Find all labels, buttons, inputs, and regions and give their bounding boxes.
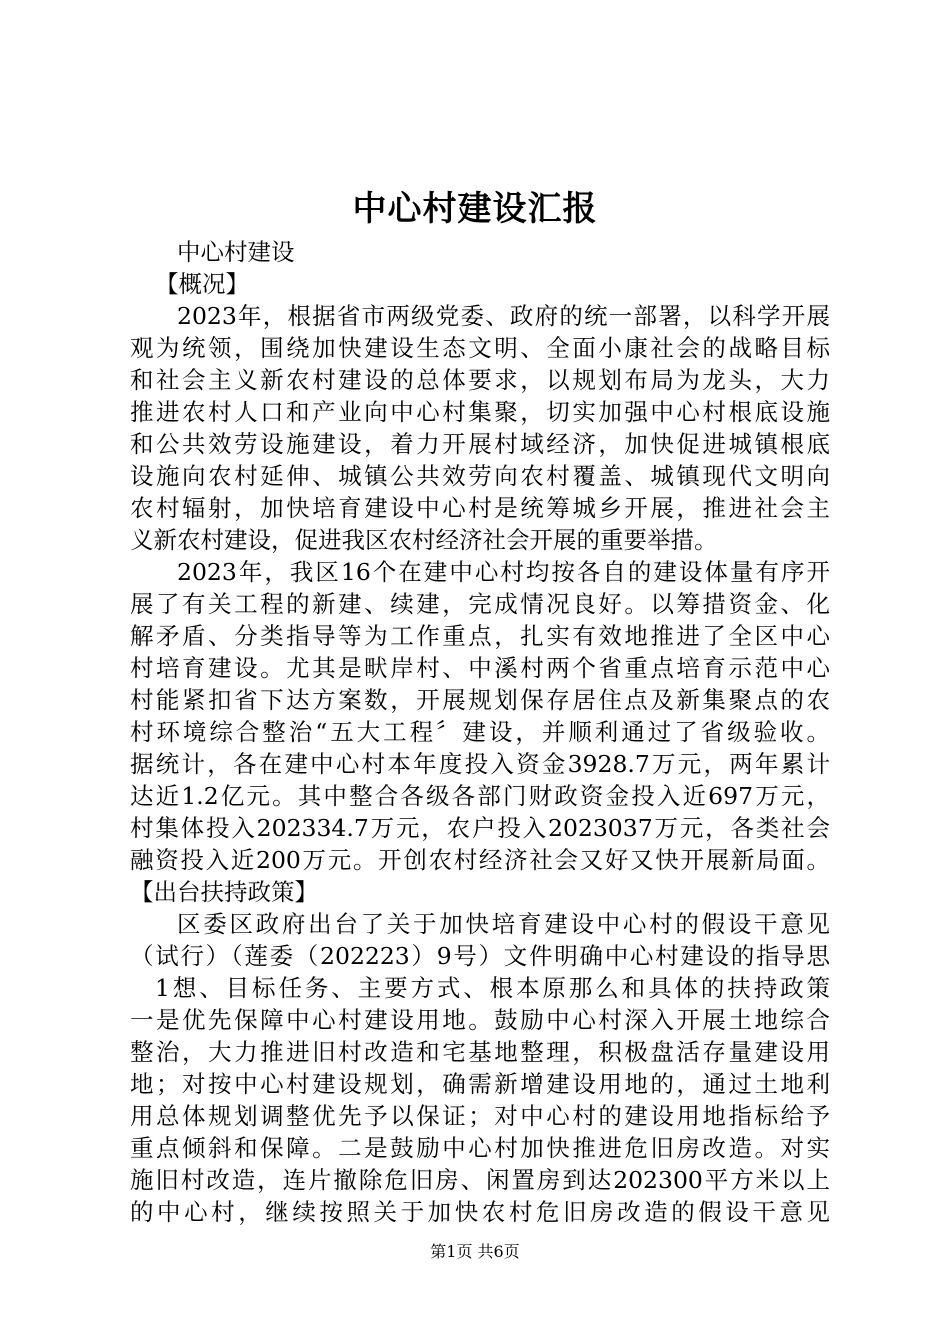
paragraph-line: 融资投入近200万元。开创农村经济社会又好又快开展新局面。 — [130, 846, 830, 874]
paragraph-line: 达近1.2亿元。其中整合各级各部门财政资金投入近697万元， — [130, 782, 830, 810]
page-number: 第1页 共6页 — [430, 1242, 520, 1261]
paragraph-line: 施旧村改造，连片撤除危旧房、闲置房到达202300平方米以上 — [130, 1166, 830, 1194]
subtitle-line: 中心村建设 — [177, 238, 295, 266]
paragraph-line: 和社会主义新农村建设的总体要求，以规划布局为龙头，大力 — [130, 366, 830, 394]
paragraph-line: 农村辐射，加快培育建设中心村是统筹城乡开展，推进社会主 — [130, 494, 830, 522]
paragraph-line: 观为统领，围绕加快建设生态文明、全面小康社会的战略目标 — [130, 334, 830, 362]
paragraph-line: 村培育建设。尤其是畎岸村、中溪村两个省重点培育示范中心 — [130, 654, 830, 682]
paragraph-line: 地；对按中心村建设规划，确需新增建设用地的，通过土地利 — [130, 1070, 830, 1098]
paragraph-line: 村环境综合整治“五大工程〞建设，并顺利通过了省级验收。 — [130, 718, 830, 746]
paragraph-line: 区委区政府出台了关于加快培育建设中心村的假设干意见 — [177, 910, 830, 938]
paragraph-line: 用总体规划调整优先予以保证；对中心村的建设用地指标给予 — [130, 1102, 830, 1130]
paragraph-line: 设施向农村延伸、城镇公共效劳向农村覆盖、城镇现代文明向 — [130, 462, 830, 490]
paragraph-line: 和公共效劳设施建设，着力开展村域经济，加快促进城镇根底 — [130, 430, 830, 458]
section-heading-overview: 【概况】 — [155, 270, 249, 298]
paragraph-line: 展了有关工程的新建、续建，完成情况良好。以筹措资金、化 — [130, 590, 830, 618]
paragraph-line: 义新农村建设，促进我区农村经济社会开展的重要举措。 — [130, 526, 718, 554]
paragraph-line: （试行）（莲委（202223）9号）文件明确中心村建设的指导思 — [130, 942, 830, 970]
section-heading-policy: 【出台扶持政策】 — [130, 878, 318, 906]
paragraph-line: 村能紧扣省下达方案数，开展规划保存居住点及新集聚点的农 — [130, 686, 830, 714]
paragraph-line: 2023年，根据省市两级党委、政府的统一部署，以科学开展 — [177, 302, 830, 330]
paragraph-line: 整治，大力推进旧村改造和宅基地整理，积极盘活存量建设用 — [130, 1038, 830, 1066]
document-body — [130, 236, 830, 1228]
paragraph-line: 据统计，各在建中心村本年度投入资金3928.7万元，两年累计 — [130, 750, 830, 778]
paragraph-line: 重点倾斜和保障。二是鼓励中心村加快推进危旧房改造。对实 — [130, 1134, 830, 1162]
paragraph-line: 1想、目标任务、主要方式、根本原那么和具体的扶持政策 — [155, 974, 830, 1002]
paragraph-line: 一是优先保障中心村建设用地。鼓励中心村深入开展土地综合 — [130, 1006, 830, 1034]
paragraph-line: 的中心村，继续按照关于加快农村危旧房改造的假设干意见 — [130, 1198, 830, 1226]
paragraph-line: 推进农村人口和产业向中心村集聚，切实加强中心村根底设施 — [130, 398, 830, 426]
paragraph-line: 村集体投入202334.7万元，农户投入2023037万元，各类社会 — [130, 814, 830, 842]
paragraph-line: 解矛盾、分类指导等为工作重点，扎实有效地推进了全区中心 — [130, 622, 830, 650]
paragraph-line: 2023年，我区16个在建中心村均按各自的建设体量有序开 — [177, 558, 830, 586]
document-title: 中心村建设汇报 — [352, 189, 598, 229]
